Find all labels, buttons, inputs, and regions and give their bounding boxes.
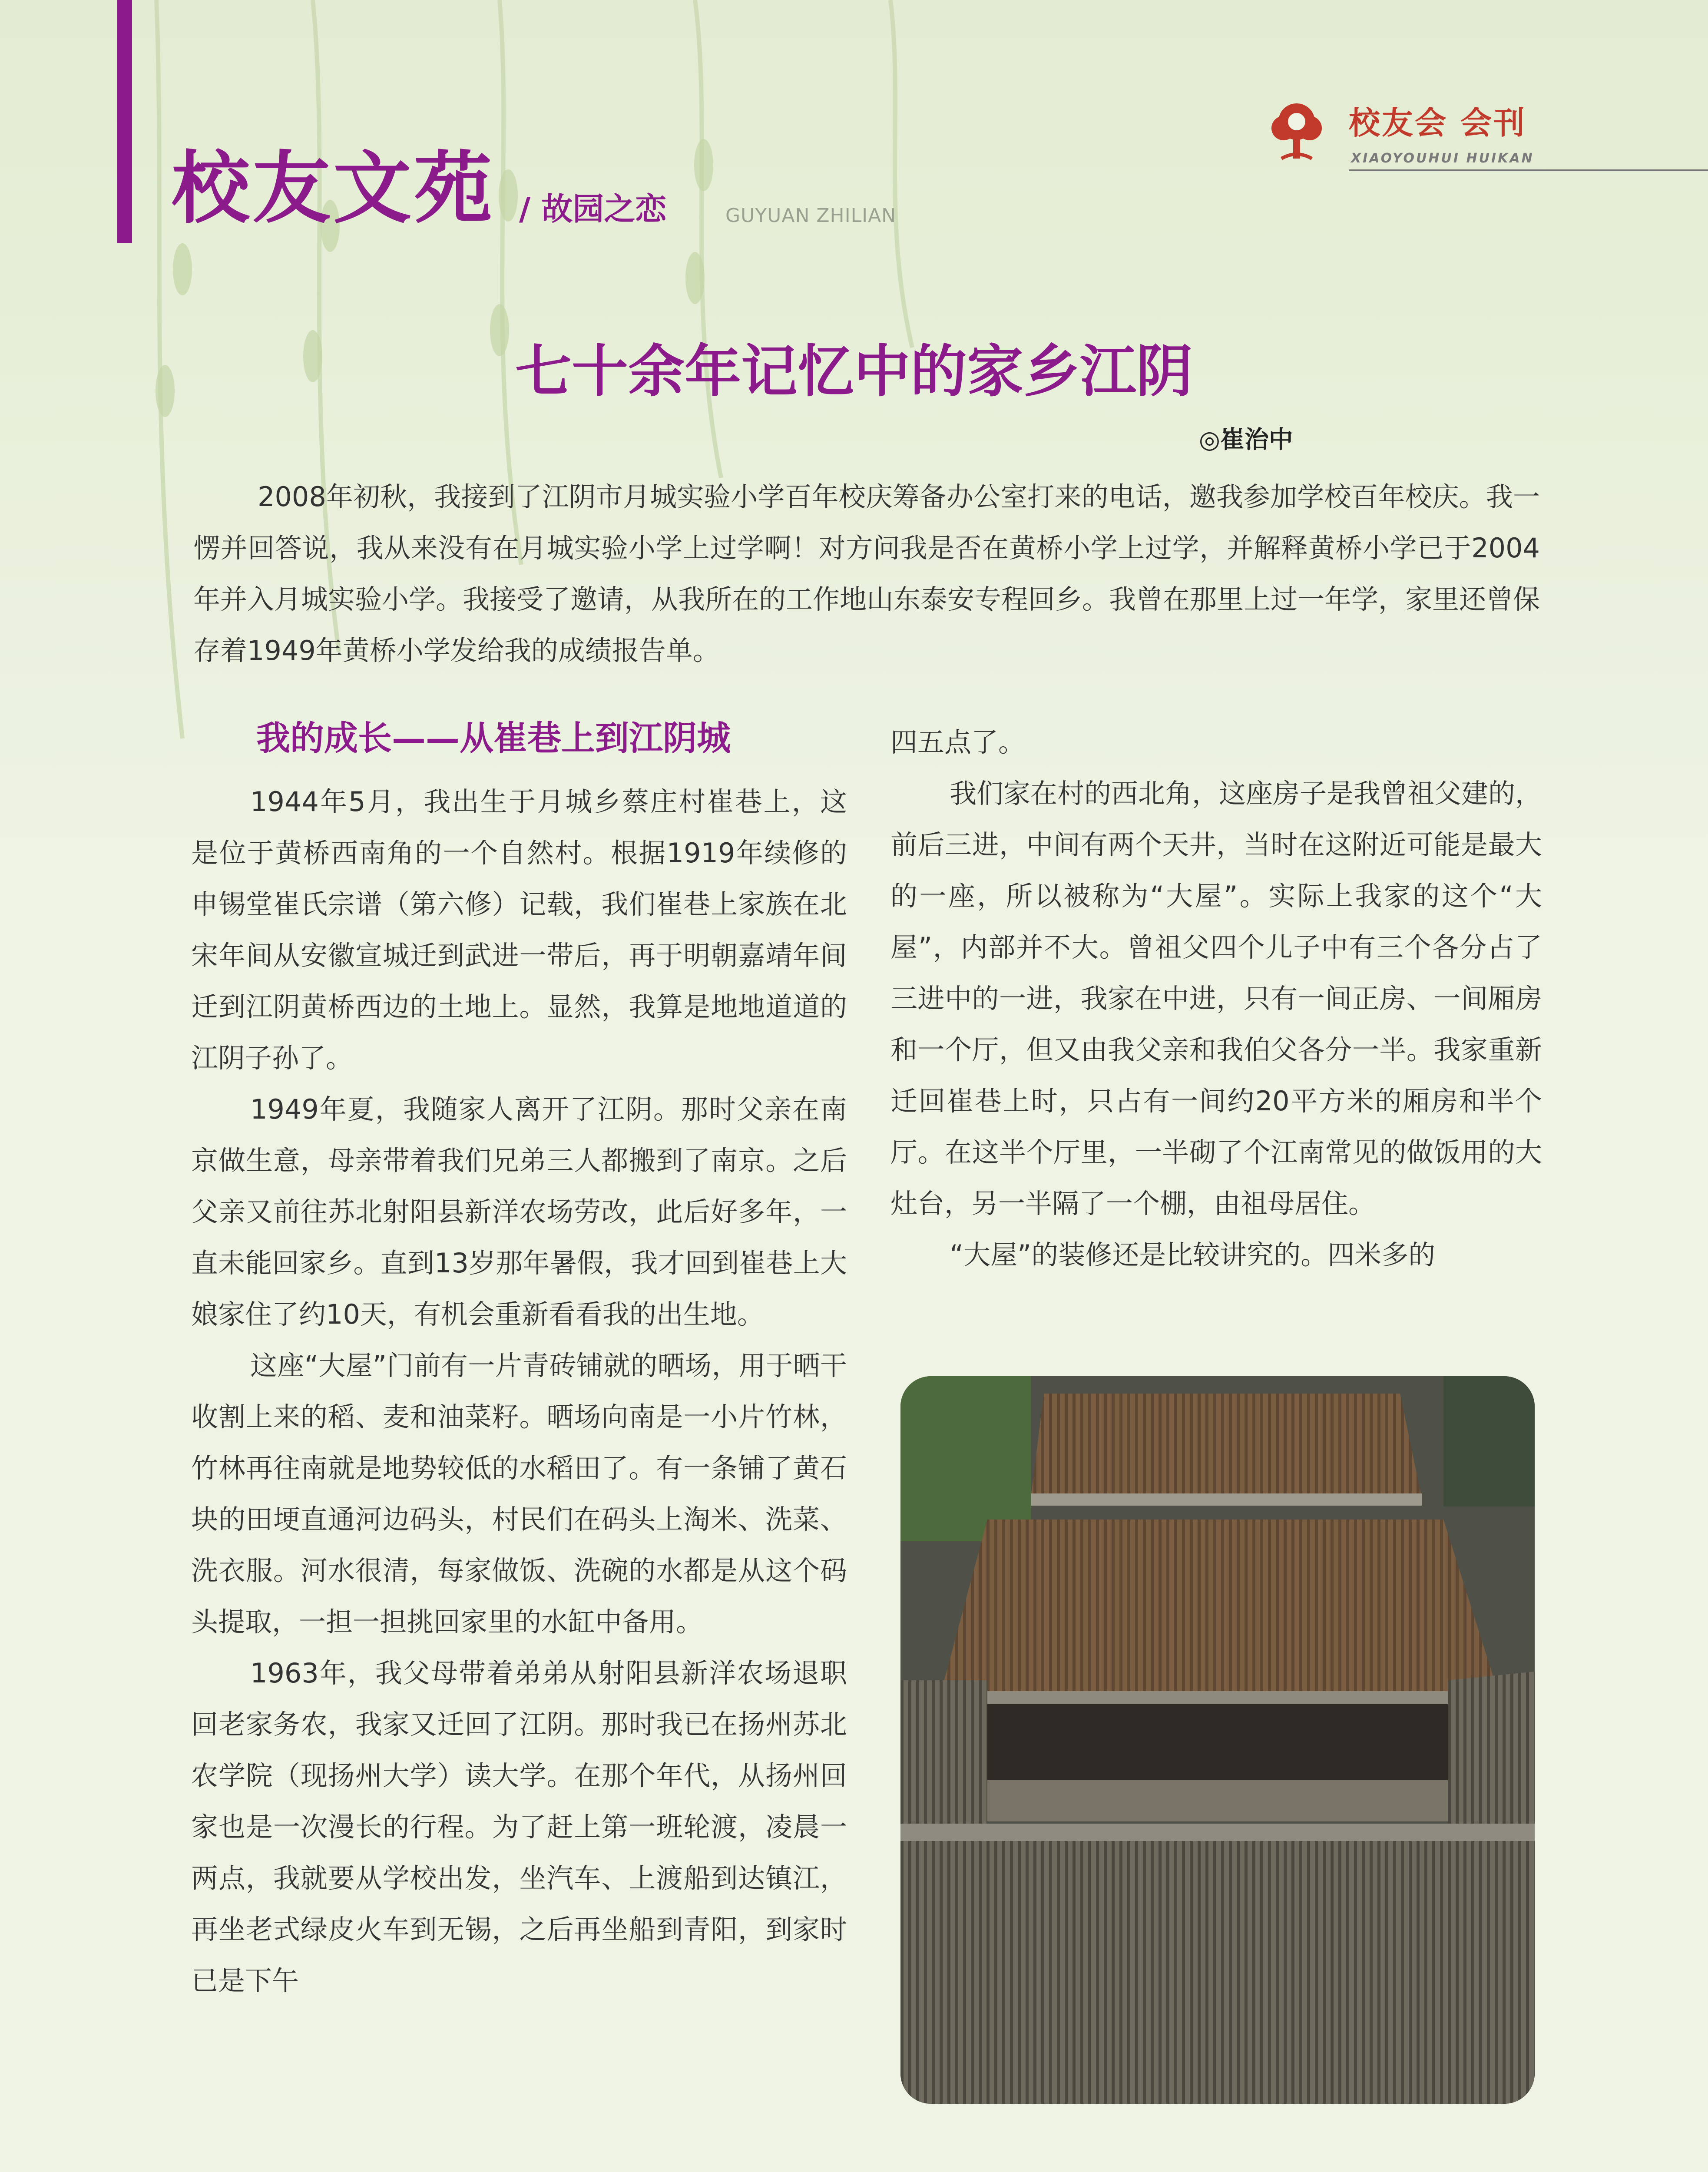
article-title: 七十余年记忆中的家乡江阴 — [515, 338, 1193, 404]
paragraph: “大屋”的装修还是比较讲究的。四米多的 — [950, 1239, 1436, 1271]
journal-title: 校友会 会刊 — [1349, 105, 1527, 141]
section-subtitle-pinyin: GUYUAN ZHILIAN — [725, 205, 897, 227]
section-title: 校友文苑 — [172, 143, 495, 234]
paragraph: 1944年5月，我出生于月城乡蔡庄村崔巷上，这是位于黄桥西南角的一个自然村。根据1919年续修的申锡堂崔氏宗谱（第六修）记载，我们崔巷上家族在北宋年间从安徽宣城迁到武进一带后，再于明朝嘉靖年间迁到江阴黄桥西边的土地上。显然，我算是地地道道的江阴子孙了。 — [191, 786, 847, 1074]
journal-title-pinyin: XIAOYOUHUI HUIKAN — [1351, 151, 1534, 166]
section-subheading: 我的成长——从崔巷上到江阴城 — [256, 718, 731, 758]
old-house-roof-photo — [900, 1376, 1535, 2104]
left-column — [191, 706, 847, 2006]
section-accent-bar — [117, 0, 132, 243]
paragraph: 我们家在村的西北角，这座房子是我曾祖父建的，前后三进，中间有两个天井，当时在这附近可能是最大的一座，所以被称为“大屋”。实际上我家的这个“大屋”，内部并不大。曾祖父四个儿子中有三个各分占了三进中的一进，我家在中进，只有一间正房、一间厢房和一个厅，但又由我父亲和我伯父各分一半。我家重新迁回崔巷上时，只占有一间约20平方米的厢房和半个厅。在这半个厅里，一半砌了个江南常见的做饭用的大灶台，另一半隔了一个棚，由祖母居住。 — [890, 778, 1542, 1219]
article-author: ◎崔治中 — [1199, 426, 1293, 454]
right-column — [890, 717, 1542, 1281]
paragraph: 这座“大屋”门前有一片青砖铺就的晒场，用于晒干收割上来的稻、麦和油菜籽。晒场向南是一小片竹林，竹林再往南就是地势较低的水稻田了。有一条铺了黄石块的田埂直通河边码头，村民们在码头上淘米、洗菜、洗衣服。河水很清，每家做饭、洗碗的水都是从这个码头提取，一担一担挑回家里的水缸中备用。 — [191, 1350, 847, 1638]
paragraph: 1963年，我父母带着弟弟从射阳县新洋农场退职回老家务农，我家又迁回了江阴。那时我已在扬州苏北农学院（现扬州大学）读大学。在那个年代，从扬州回家也是一次漫长的行程。为了赶上第一班轮渡，凌晨一两点，我就要从学校出发，坐汽车、上渡船到达镇江，再坐老式绿皮火车到无锡，之后再坐船到青阳，到家时已是下午 — [191, 1657, 847, 1997]
paragraph: 1949年夏，我随家人离开了江阴。那时父亲在南京做生意，母亲带着我们兄弟三人都搬到了南京。之后父亲又前往苏北射阳县新洋农场劳改，此后好多年，一直未能回家乡。直到13岁那年暑假，我才回到崔巷上大娘家住了约10天，有机会重新看看我的出生地。 — [191, 1093, 847, 1330]
paragraph: 四五点了。 — [890, 726, 1026, 758]
tree-emblem-icon — [1264, 98, 1329, 163]
section-subtitle: / 故园之恋 — [519, 191, 667, 227]
journal-logo — [1264, 98, 1698, 172]
journal-rule — [1349, 169, 1708, 171]
article-intro: 2008年初秋，我接到了江阴市月城实验小学百年校庆筹备办公室打来的电话，邀我参加学校百年校庆。我一愣并回答说，我从来没有在月城实验小学上过学啊！对方问我是否在黄桥小学上过学，并解释黄桥小学已于2004年并入月城实验小学。我接受了邀请，从我所在的工作地山东泰安专程回乡。我曾在那里上过一年学，家里还曾保存着1949年黄桥小学发给我的成绩报告单。 — [193, 481, 1540, 666]
